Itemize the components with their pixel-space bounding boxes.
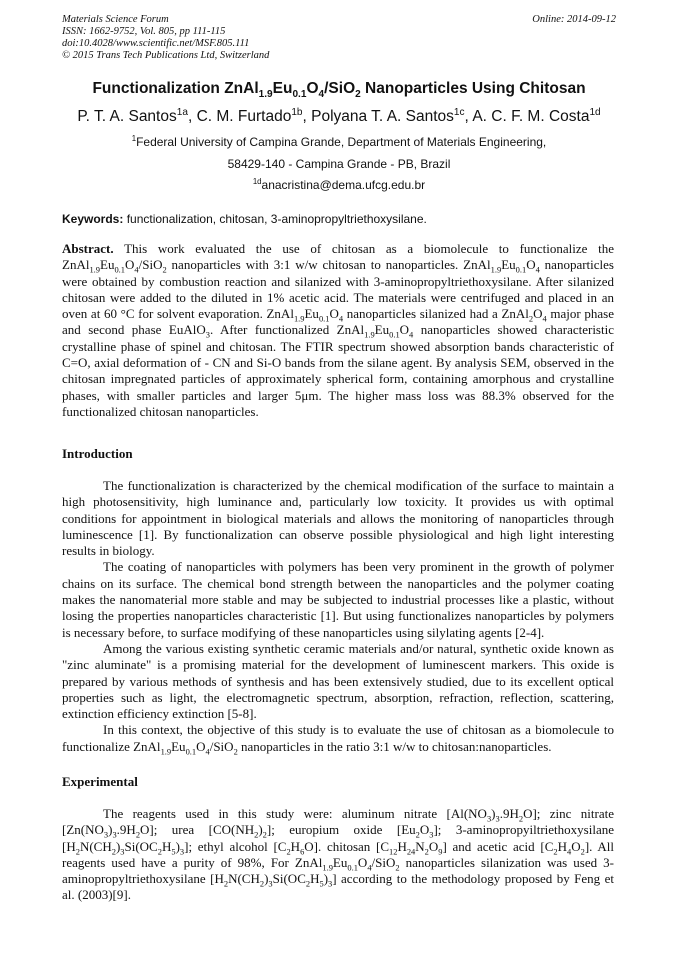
journal-info (62, 14, 269, 62)
author-name: C. M. Furtado (196, 108, 292, 125)
journal-issn: ISSN: 1662-9752, Vol. 805, pp 111-115 (62, 26, 226, 37)
introduction-body (62, 478, 614, 755)
section-heading-introduction: Introduction (62, 446, 133, 461)
intro-paragraph: In this context, the objective of this study is to evaluate the use of chitosan as a biomolecule to functionalize $ZnAl_{1.9}Eu_{0.1}O_4/SiO_2$ nanoparticles in the ratio 3:1 w/w to chitosan:nanoparticles. (62, 722, 614, 757)
journal-name: Materials Science Forum (62, 14, 169, 25)
affiliation-line-1: $^1$Federal University of Campina Grande, Department of Materials Engineering, (131, 134, 547, 149)
author-name: P. T. A. Santos (77, 108, 177, 125)
section-heading-experimental: Experimental (62, 774, 138, 789)
affiliation-line-2: 58429-140 - Campina Grande - PB, Brazil (227, 157, 451, 171)
paper-title: Functionalization $ZnAl_{1.9}Eu_{0.1}O_4/SiO_2$ Nanoparticles Using Chitosan (92, 80, 586, 101)
journal-copyright: © 2015 Trans Tech Publications Ltd, Switzerland (62, 50, 270, 61)
author-name: A. C. F. M. Costa (472, 108, 590, 125)
online-date: Online: 2014-09-12 (532, 14, 616, 25)
experimental-body (62, 806, 614, 904)
author-name: Polyana T. A. Santos (311, 108, 454, 125)
keywords-line: Keywords: functionalization, chitosan, 3-aminopropyltriethoxysilane. (62, 212, 427, 226)
intro-paragraph: Among the various existing synthetic ceramic materials and/or natural, synthetic oxide known as "zinc aluminate" is a promising material for the development of luminescent markers. This oxide is prepared by various methods of synthesis and has been extensively studied, due to its excellent optical properties such as light, the electromagnetic spectrum, absorption, refraction, reflection, scattering, extinction efficiency extinction [5-8]. (62, 640, 614, 722)
author-list: P. T. A. Santos$^{1a}$, C. M. Furtado$^{1b}$, Polyana T. A. Santos$^{1c}$, A. C. F. M. Costa$^{1d}$ (77, 106, 601, 125)
experimental-paragraph: The reagents used in this study were: aluminum nitrate $[Al(NO_3)_3.9H_2O]$; zinc nitrate $[Zn(NO_3)_3.9H_2O]$; urea $[CO(NH_2)_2]$; europium oxide $[Eu_2O_3]$; 3-aminopropyiltriethoxysilane $[H_2N(CH_2)_3Si(OC_2H_5)_3]$; ethyl alcohol $[C_2H_6O]$. chitosan $[C_{12}H_{24}N_2O_9]$ and acetic acid $[C_2H_4O_2]$. All reagents used have a purity of 98%, For $ZnAl_{1.9}Eu_{0.1}O_4/SiO_2$ nanoparticles silanization was used 3-aminopropyltriethoxysilane $[H_2N(CH_2)_3Si(OC_2H_5)_3]$ according to the methodology proposed by Feng et al. (2003)[9]. (62, 806, 614, 903)
journal-doi[interactable]: doi:10.4028/www.scientific.net/MSF.805.111 (62, 38, 250, 49)
author-email[interactable]: $^{1d}$anacristina@dema.ufcg.edu.br (252, 177, 426, 192)
intro-paragraph: The coating of nanoparticles with polymers has been very prominent in the growth of polymer chains on its surface. The chemical bond strength between the nanoparticles and the polymer coating makes the nanomaterial more stable and may be subjected to industrial processes like a plastic, without losing the properties nanoparticles characteristic [1]. But using functionalizes nanoparticles by polymers is necessary before, to surface modifying of these nanoparticles using silylating agents [2-4]. (62, 559, 614, 640)
intro-paragraph: The functionalization is characterized by the chemical modification of the surface to maintain a high photosensitivity, high luminance and, particularly low toxicity. It provides us with optimal conditions for appointment in biological materials and allows the monitoring of nanoparticles through luminescence [1]. By functionalization can observe possible physiological and high light interesting results in biology. (62, 478, 614, 559)
abstract-label: Abstract. (62, 241, 114, 256)
abstract: Abstract. This work evaluated the use of chitosan as a biomolecule to functionalize the $ZnAl_{1.9}Eu_{0.1}O_4/SiO_2$ nanoparticles with 3:1 w/w chitosan to nanoparticles. $ZnAl_{1.9}Eu_{0.1}O_4$ nanoparticles were obtained by combustion reaction and silanized with 3-aminopropyltriethoxysilane. After silanized chitosan were added to the diluted in 1% acetic acid. The materials were centrifuged and placed in an oven at 60 °C for solvent evaporation. $ZnAl_{1.9}Eu_{0.1}O_4$ nanoparticles silanized had a $ZnAl_2O_4$ major phase and second phase EuAlO$_3$. After functionalized $ZnAl_{1.9}Eu_{0.1}O_4$ nanoparticles showed characteristic crystalline phase of spinel and chitosan. The FTIR spectrum showed absorption bands characteristic of C=O, axial deformation of - CN and Si-O bands from the silane agent. By analysis SEM, observed in the chitosan impregnated particles of approximately spherical form, containing amorphous and crystalline phases, with smaller particles and larger 5μm. The higher mass loss was 88.3% observed for the functionalized chitosan nanoparticles. (62, 241, 614, 419)
